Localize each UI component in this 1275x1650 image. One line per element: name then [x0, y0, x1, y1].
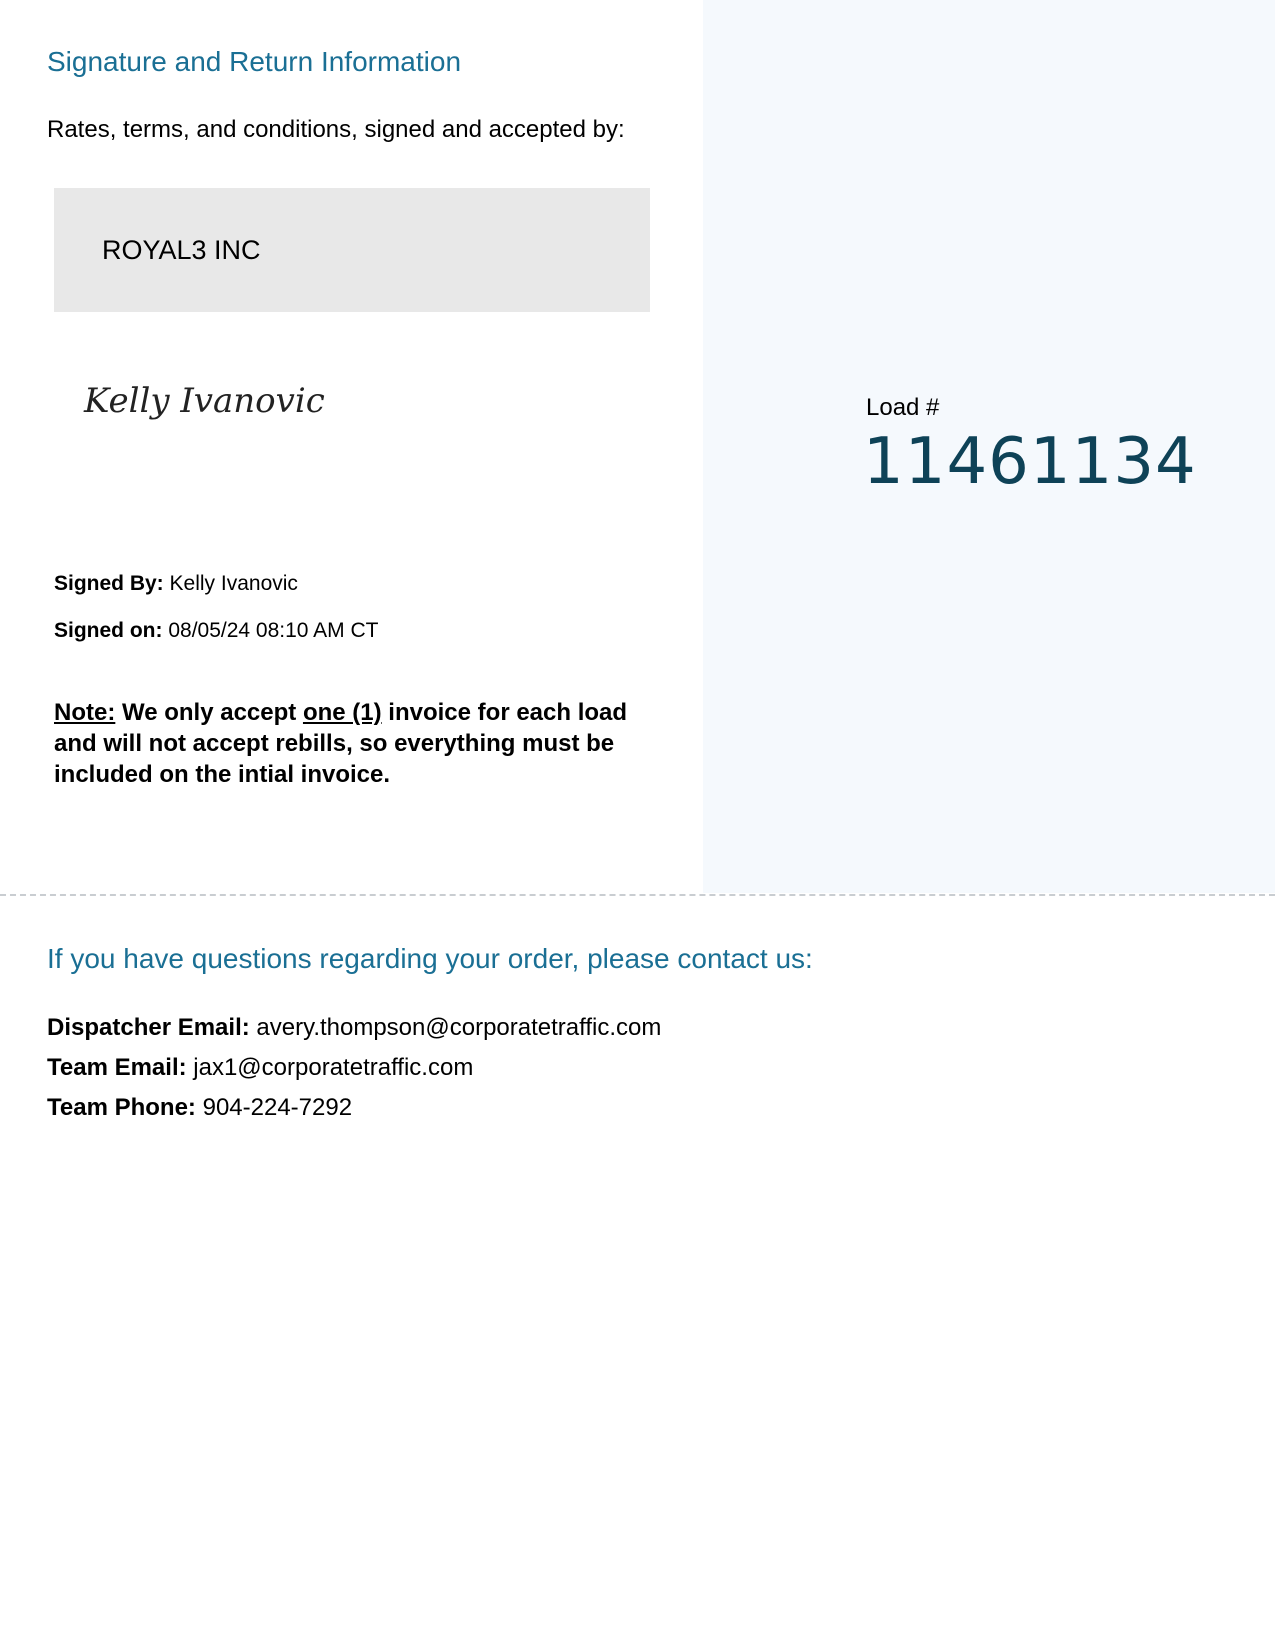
note-label: Note: — [54, 699, 116, 726]
signature-text: Kelly Ivanovic — [84, 381, 325, 421]
signed-by-line — [54, 572, 298, 596]
load-number-label: Load # — [866, 394, 940, 421]
team-email-label: Team Email: — [47, 1054, 187, 1081]
dispatcher-email-label: Dispatcher Email: — [47, 1014, 250, 1041]
section-divider — [0, 894, 1275, 896]
signature-section-title: Signature and Return Information — [47, 46, 462, 77]
signed-on-line — [54, 619, 378, 643]
carrier-name-box — [54, 188, 650, 312]
load-number: 11461134 — [863, 425, 1197, 499]
invoice-note — [54, 697, 644, 790]
contact-section-title: If you have questions regarding your order, please contact us: — [47, 943, 813, 974]
signed-by-value: Kelly Ivanovic — [169, 572, 298, 595]
note-text-1: We only accept — [122, 699, 297, 726]
team-phone-value[interactable]: 904-224-7292 — [202, 1094, 353, 1121]
note-text-2: invoice for each load and will not accept rebills, so everything must be included on the intial invoice. — [54, 699, 628, 788]
team-phone-line — [47, 1094, 352, 1122]
signature-image — [80, 370, 340, 434]
note-emphasis: one (1) — [302, 699, 382, 726]
acceptance-intro-text: Rates, terms, and conditions, signed and accepted by: — [47, 116, 625, 143]
signed-on-value: 08/05/24 08:10 AM CT — [168, 619, 379, 642]
carrier-name: ROYAL3 INC — [102, 234, 261, 265]
team-email-value[interactable]: jax1@corporatetraffic.com — [193, 1054, 474, 1081]
signed-by-label: Signed By: — [54, 572, 164, 595]
dispatcher-email-line — [47, 1014, 661, 1042]
team-email-line — [47, 1054, 473, 1082]
team-phone-label: Team Phone: — [47, 1094, 196, 1121]
signed-on-label: Signed on: — [54, 619, 163, 642]
dispatcher-email-value[interactable]: avery.thompson@corporatetraffic.com — [256, 1014, 662, 1041]
